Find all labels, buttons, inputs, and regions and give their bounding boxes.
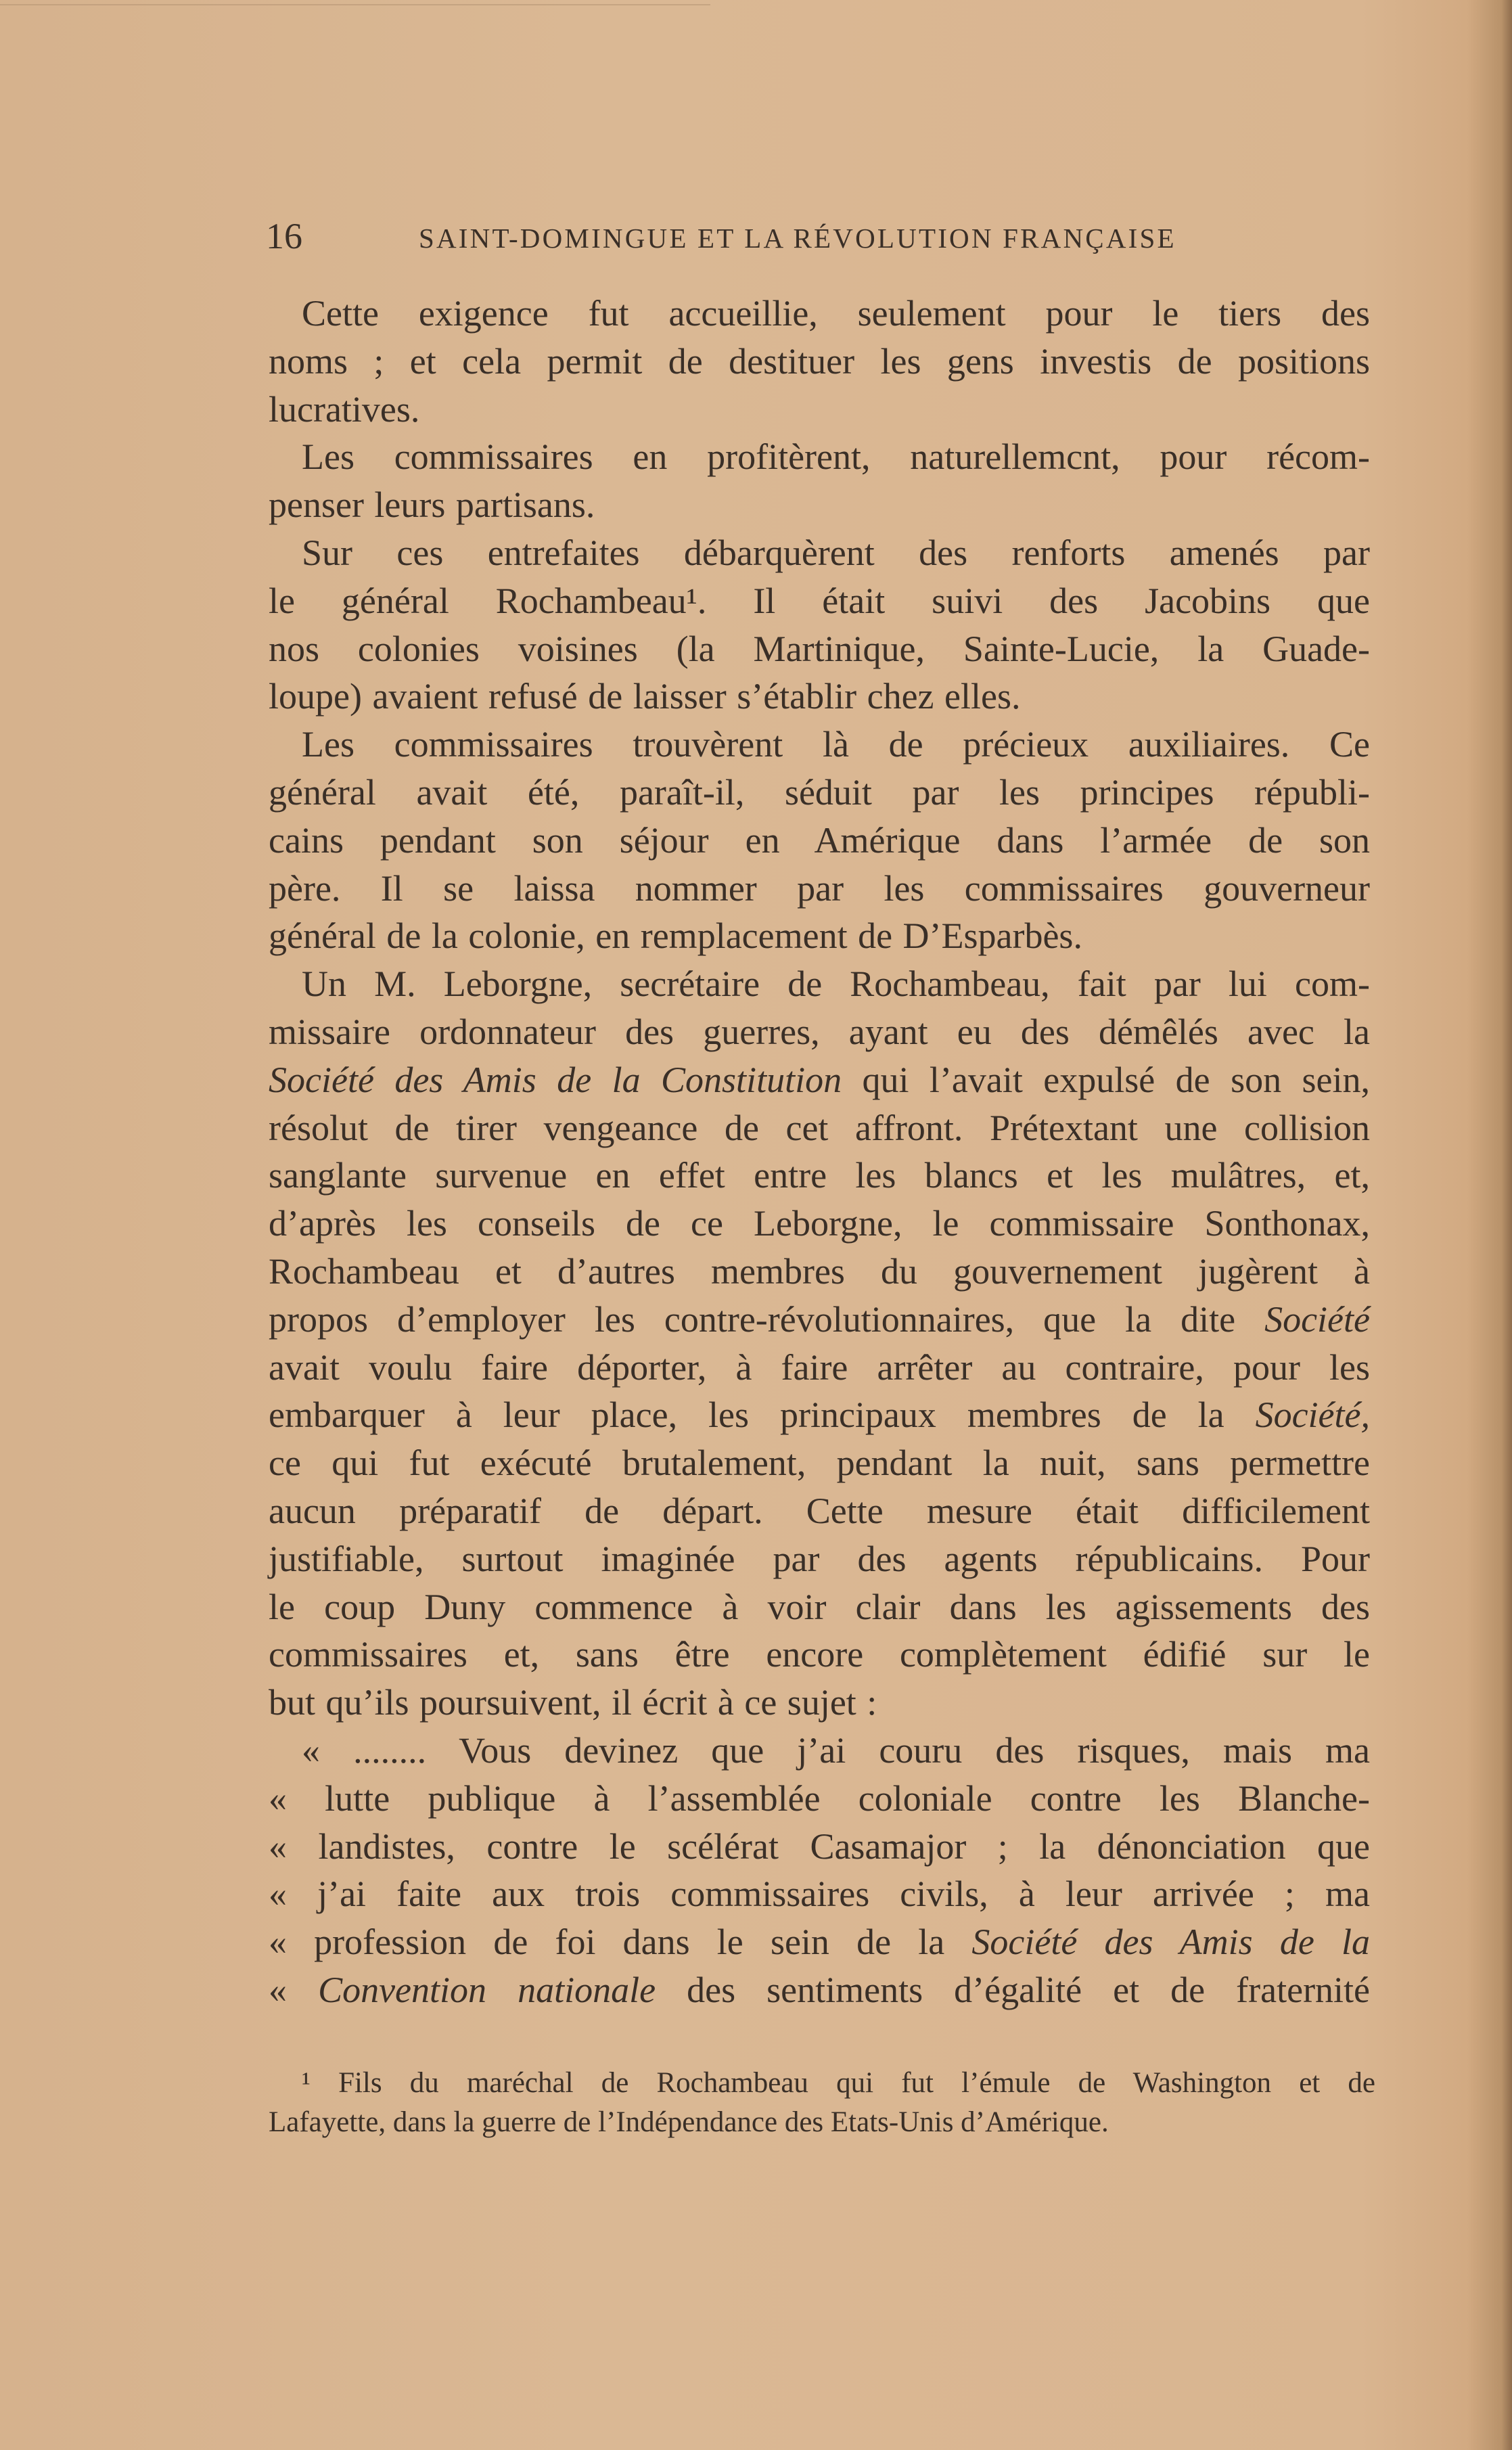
text-line xyxy=(269,481,1370,529)
text-line xyxy=(269,1631,1370,1679)
text-segment: « landistes, contre le scélérat Casamajor ; la dénonciation que xyxy=(269,1825,1370,1867)
text-line xyxy=(269,1583,1370,1631)
text-line xyxy=(269,1823,1370,1871)
text-segment: général de la colonie, en remplacement de D’Esparbès. xyxy=(269,915,1082,957)
italic-text: Société xyxy=(1264,1298,1370,1340)
body-text xyxy=(269,290,1370,2014)
footnote-line: Lafayette, dans la guerre de l’Indépendance des Etats-Unis d’Amérique. xyxy=(269,2106,1109,2138)
text-line xyxy=(269,865,1370,913)
text-line xyxy=(269,1248,1370,1296)
text-line xyxy=(269,1870,1370,1918)
text-line xyxy=(269,290,1370,338)
text-line xyxy=(269,338,1370,386)
text-segment: embarquer à leur place, les principaux membres de la xyxy=(269,1394,1256,1436)
text-segment: missaire ordonnateur des guerres, ayant eu des démêlés avec la xyxy=(269,1011,1370,1052)
text-line xyxy=(269,433,1370,481)
text-line xyxy=(269,1918,1370,1966)
text-line xyxy=(269,1439,1370,1487)
text-line xyxy=(269,1200,1370,1248)
text-segment: sanglante survenue en effet entre les blancs et les mulâtres, et, xyxy=(269,1155,1370,1196)
text-segment: avait voulu faire déporter, à faire arrêter au contraire, pour les xyxy=(269,1346,1370,1388)
text-line xyxy=(269,1487,1370,1535)
text-line xyxy=(269,1535,1370,1583)
text-segment: but qu’ils poursuivent, il écrit à ce sujet : xyxy=(269,1682,877,1723)
text-segment: penser leurs partisans. xyxy=(269,484,595,526)
text-line xyxy=(269,1104,1370,1152)
scan-edge-line xyxy=(0,4,710,5)
text-segment: noms ; et cela permit de destituer les gens investis de positions xyxy=(269,340,1370,382)
footnote xyxy=(269,2064,1375,2142)
footnote-line: ¹ Fils du maréchal de Rochambeau qui fut l’émule de Washington et de xyxy=(302,2067,1375,2099)
text-segment: propos d’employer les contre-révolutionnaires, que la dite xyxy=(269,1298,1265,1340)
text-segment: « lutte publique à l’assemblée coloniale contre les Blanche- xyxy=(269,1777,1370,1819)
running-title: SAINT-DOMINGUE ET LA RÉVOLUTION FRANÇAISE xyxy=(419,223,1176,254)
text-segment: Les commissaires trouvèrent là de précieux auxiliaires. Ce xyxy=(302,724,1370,765)
text-segment: Un M. Leborgne, secrétaire de Rochambeau, fait par lui com- xyxy=(302,963,1370,1005)
text-line xyxy=(269,625,1370,673)
text-line xyxy=(269,1391,1370,1439)
text-segment: nos colonies voisines (la Martinique, Sainte-Lucie, la Guade- xyxy=(269,628,1370,669)
text-line xyxy=(269,1296,1370,1344)
text-segment: ce qui fut exécuté brutalement, pendant la nuit, sans permettre xyxy=(269,1443,1370,1484)
text-line xyxy=(269,1056,1370,1104)
text-segment: le général Rochambeau¹. Il était suivi des Jacobins que xyxy=(269,580,1370,621)
italic-text: Société des Amis de la xyxy=(971,1922,1371,1963)
text-segment: Sur ces entrefaites débarquèrent des renforts amenés par xyxy=(302,532,1370,573)
text-line xyxy=(269,386,1370,434)
italic-text: Société des Amis de la Constitution xyxy=(269,1059,842,1100)
text-segment: qui l’avait expulsé de son sein, xyxy=(842,1059,1370,1100)
text-segment: « profession de foi dans le sein de la xyxy=(269,1922,972,1963)
text-line xyxy=(269,1152,1370,1200)
text-segment: « ........ Vous devinez que j’ai couru des risques, mais ma xyxy=(302,1729,1370,1771)
text-segment: aucun préparatif de départ. Cette mesure était difficilement xyxy=(269,1490,1370,1531)
italic-text: Société, xyxy=(1255,1394,1370,1436)
text-segment: général avait été, paraît-il, séduit par les principes républi- xyxy=(269,771,1370,813)
text-line xyxy=(269,1775,1370,1823)
text-segment: Rochambeau et d’autres membres du gouvernement jugèrent à xyxy=(269,1250,1370,1292)
text-segment: « xyxy=(269,1969,319,2010)
italic-text: Convention nationale xyxy=(318,1969,656,2010)
text-segment: commissaires et, sans être encore complètement édifié sur le xyxy=(269,1634,1370,1675)
text-line xyxy=(269,1008,1370,1056)
text-segment: résolut de tirer vengeance de cet affront. Prétextant une collision xyxy=(269,1107,1370,1148)
text-segment: Cette exigence fut accueillie, seulement pour le tiers des xyxy=(302,293,1370,334)
text-line xyxy=(269,960,1370,1008)
text-line xyxy=(269,769,1370,817)
running-header xyxy=(266,215,1227,256)
text-segment: justifiable, surtout imaginée par des agents républicains. Pour xyxy=(269,1538,1370,1579)
text-line xyxy=(269,912,1370,960)
text-line xyxy=(269,721,1370,769)
text-segment: des sentiments d’égalité et de fraternité xyxy=(656,1969,1371,2010)
text-segment: « j’ai faite aux trois commissaires civils, à leur arrivée ; ma xyxy=(269,1874,1370,1915)
text-line xyxy=(269,817,1370,865)
text-line xyxy=(269,1679,1370,1727)
text-line xyxy=(269,577,1370,625)
text-segment: lucratives. xyxy=(269,388,420,430)
page-number: 16 xyxy=(266,216,302,256)
text-segment: loupe) avaient refusé de laisser s’établir chez elles. xyxy=(269,676,1021,717)
text-line xyxy=(269,1966,1370,2014)
text-segment: d’après les conseils de ce Leborgne, le commissaire Sonthonax, xyxy=(269,1203,1370,1244)
text-line xyxy=(269,1727,1370,1775)
text-line xyxy=(269,673,1370,721)
text-line xyxy=(269,1344,1370,1392)
text-segment: Les commissaires en profitèrent, naturellemcnt, pour récom- xyxy=(302,436,1370,478)
text-segment: cains pendant son séjour en Amérique dans l’armée de son xyxy=(269,819,1370,861)
text-line xyxy=(269,529,1370,577)
text-segment: le coup Duny commence à voir clair dans les agissements des xyxy=(269,1586,1370,1627)
text-segment: père. Il se laissa nommer par les commissaires gouverneur xyxy=(269,867,1370,909)
